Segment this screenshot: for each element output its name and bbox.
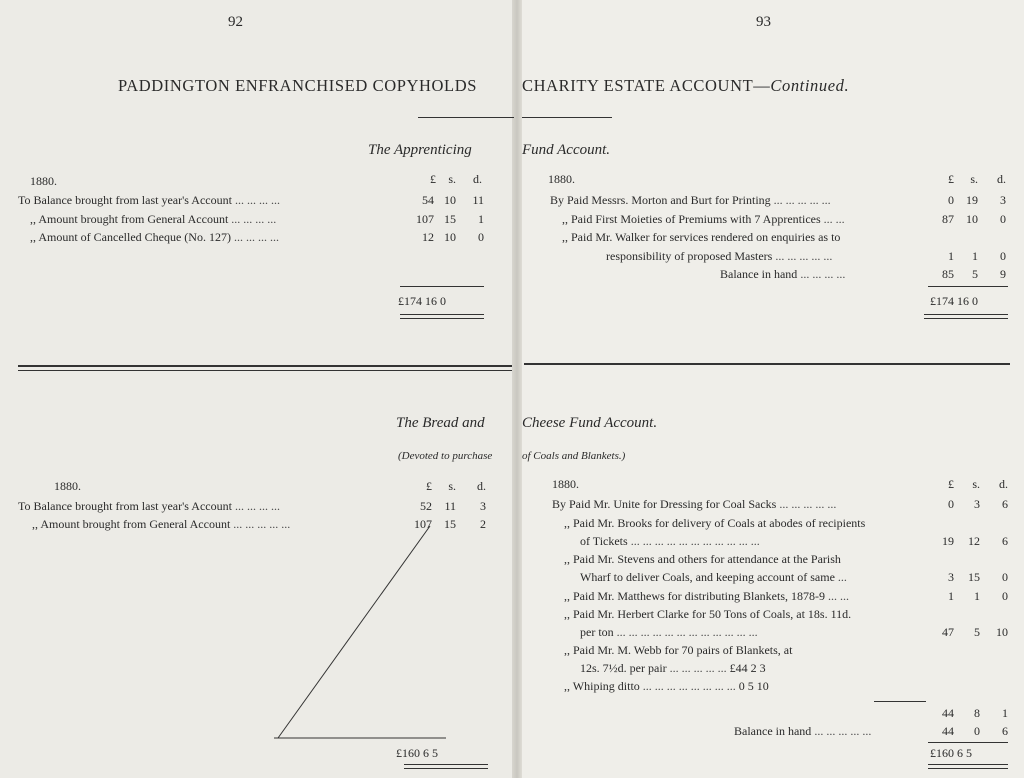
row-label: ,, Paid Mr. Stevens and others for attendance at the Parish (564, 552, 841, 566)
bread-heading-right: Cheese Fund Account. (522, 415, 658, 431)
row-dots: ... ... (823, 212, 845, 226)
bread-sub-left: (Devoted to purchase (398, 450, 493, 462)
amount-pence: 6 (1002, 497, 1008, 511)
amount-pence: 0 (1000, 249, 1006, 263)
inner-amount: £44 2 3 (729, 661, 766, 675)
page-number-left: 92 (228, 14, 243, 30)
amount-pounds: 54 (422, 193, 434, 207)
amount-pounds: 1 (948, 249, 954, 263)
apprenticing-year-left: 1880. (30, 174, 57, 188)
ledger-row (18, 193, 280, 208)
row-label: ,, Paid Mr. Herbert Clarke for 50 Tons of Coals, at 18s. 11d. (564, 607, 852, 621)
row-dots: ... ... ... ... (234, 193, 280, 207)
amount-shillings: 1 (972, 249, 978, 263)
row-label: responsibility of proposed Masters (606, 249, 773, 263)
bread-total-double-rule-left (404, 764, 488, 769)
section-separator-right (524, 363, 1010, 365)
amount-pounds: 44 (942, 724, 954, 738)
amount-pence: 9 (1000, 267, 1006, 281)
amount-shillings: 5 (974, 625, 980, 639)
col-pound-r: £ (948, 172, 954, 186)
apprenticing-heading-right: Fund Account. (522, 142, 611, 158)
col-pound-r: £ (948, 477, 954, 491)
ledger-row (564, 589, 849, 604)
amount-pence: 2 (480, 517, 486, 531)
subtotal-rule-right (928, 286, 1008, 287)
amount-shillings: 0 (974, 724, 980, 738)
ledger-row (550, 193, 831, 208)
ledger-row (720, 267, 845, 282)
ledger-row (564, 643, 792, 658)
row-label: ,, Amount brought from General Account (30, 212, 229, 226)
ledger-row (580, 625, 758, 640)
ledger-row (562, 212, 845, 227)
row-dots: ... ... ... ... ... ... ... ... ... ... ... ... (616, 625, 758, 639)
row-label: By Paid Messrs. Morton and Burt for Printing (550, 193, 771, 207)
amount-pence: 6 (1002, 534, 1008, 548)
amount-pence: 10 (996, 625, 1008, 639)
amount-pence: 1 (1002, 706, 1008, 720)
ledger-row (580, 661, 766, 676)
amount-pounds: 87 (942, 212, 954, 226)
amount-pence: 0 (1000, 212, 1006, 226)
row-label: per ton (580, 625, 614, 639)
amount-pence: 11 (472, 193, 484, 207)
col-pence-r: d. (997, 172, 1006, 186)
amount-pounds: 12 (422, 230, 434, 244)
row-label: ,, Amount of Cancelled Cheque (No. 127) (30, 230, 231, 244)
title-right-text: CHARITY ESTATE ACCOUNT— (522, 76, 771, 95)
amount-pounds: 19 (942, 534, 954, 548)
amount-pounds: 85 (942, 267, 954, 281)
col-pence-r: d. (999, 477, 1008, 491)
title-left: PADDINGTON ENFRANCHISED COPYHOLDS (118, 76, 478, 95)
amount-shillings: 15 (968, 570, 980, 584)
row-dots: ... ... ... ... ... ... ... ... (642, 679, 736, 693)
section-separator-left-thin (18, 370, 512, 371)
bread-total-right: £160 6 5 (930, 746, 972, 760)
amount-pounds: 47 (942, 625, 954, 639)
bread-sub-right: of Coals and Blankets.) (522, 450, 626, 462)
inner-sum-rule (874, 701, 926, 702)
row-label: Balance in hand (734, 724, 812, 738)
col-pence: d. (473, 172, 482, 186)
apprenticing-heading-left: The Apprenticing (368, 142, 472, 158)
total-double-rule-right (924, 314, 1008, 319)
row-label: Balance in hand (720, 267, 798, 281)
amount-pence: 3 (1000, 193, 1006, 207)
ledger-row (734, 724, 871, 739)
col-shilling: s. (448, 479, 456, 493)
col-pound: £ (430, 172, 436, 186)
row-label: To Balance brought from last year's Account (18, 193, 232, 207)
row-label: Wharf to deliver Coals, and keeping account of same (580, 570, 835, 584)
row-dots: ... ... ... ... (233, 230, 279, 244)
row-label: of Tickets (580, 534, 628, 548)
amount-pence: 1 (478, 212, 484, 226)
ledger-row (32, 517, 290, 532)
apprenticing-total-right: £174 16 0 (930, 294, 978, 308)
bread-year-left: 1880. (54, 479, 81, 493)
section-separator-left (18, 365, 512, 367)
apprenticing-total-left: £174 16 0 (398, 294, 446, 308)
ledger-row (564, 607, 851, 622)
ledger-row (580, 570, 847, 585)
ledger-row (580, 534, 760, 549)
title-rule-left (418, 117, 514, 118)
row-dots: ... ... ... ... (234, 499, 280, 513)
row-dots: ... ... ... ... (800, 267, 846, 281)
amount-shillings: 19 (966, 193, 978, 207)
bread-total-left: £160 6 5 (396, 746, 438, 760)
row-dots: ... ... ... ... ... (779, 497, 837, 511)
amount-shillings: 5 (972, 267, 978, 281)
amount-pounds: 1 (948, 589, 954, 603)
amount-pence: 0 (1002, 589, 1008, 603)
col-pence: d. (477, 479, 486, 493)
ledger-row (562, 230, 840, 245)
amount-pounds: 0 (948, 193, 954, 207)
amount-pence: 0 (1002, 570, 1008, 584)
row-label: ,, Paid Mr. Brooks for delivery of Coals at abodes of recipients (564, 516, 866, 530)
amount-shillings: 15 (444, 212, 456, 226)
col-shilling: s. (448, 172, 456, 186)
amount-shillings: 12 (968, 534, 980, 548)
amount-shillings: 10 (444, 193, 456, 207)
amount-shillings: 11 (444, 499, 456, 513)
apprenticing-year-right: 1880. (548, 172, 575, 186)
row-label: 12s. 7½d. per pair (580, 661, 667, 675)
row-dots: ... ... (827, 589, 849, 603)
row-label: To Balance brought from last year's Account (18, 499, 232, 513)
amount-pence: 0 (478, 230, 484, 244)
cancel-diagonal (270, 524, 450, 744)
row-label: ,, Paid Mr. M. Webb for 70 pairs of Blankets, at (564, 643, 793, 657)
ledger-row (18, 499, 280, 514)
total-double-rule-left (400, 314, 484, 319)
amount-pounds: 107 (416, 212, 434, 226)
amount-shillings: 15 (444, 517, 456, 531)
row-dots: ... ... ... ... ... (775, 249, 833, 263)
ledger-row (552, 497, 836, 512)
bread-subtotal-rule-right (928, 742, 1008, 743)
row-dots: ... ... ... ... ... (773, 193, 831, 207)
amount-pounds: 107 (414, 517, 432, 531)
amount-pounds: 3 (948, 570, 954, 584)
row-label: ,, Whiping ditto (564, 679, 640, 693)
bread-year-right: 1880. (552, 477, 579, 491)
amount-pence: 6 (1002, 724, 1008, 738)
inner-amount: 0 5 10 (738, 679, 769, 693)
title-rule-right (522, 117, 612, 118)
ledger-row (564, 679, 769, 694)
page-number-right: 93 (756, 14, 771, 30)
row-dots: ... ... ... ... ... ... ... ... ... ... ... (630, 534, 760, 548)
row-dots: ... ... ... ... ... (814, 724, 872, 738)
row-label: ,, Paid Mr. Matthews for distributing Blankets, 1878-9 (564, 589, 825, 603)
ledger-row (30, 230, 279, 245)
amount-pounds: 44 (942, 706, 954, 720)
amount-shillings: 3 (974, 497, 980, 511)
title-continued: Continued. (770, 76, 850, 95)
subtotal-rule-left (400, 286, 484, 287)
ledger-row (30, 212, 276, 227)
amount-pounds: 0 (948, 497, 954, 511)
title-right (522, 76, 849, 96)
ledger-row (606, 249, 832, 264)
col-shilling-r: s. (970, 172, 978, 186)
amount-shillings: 1 (974, 589, 980, 603)
col-shilling-r: s. (972, 477, 980, 491)
row-dots: ... ... ... ... ... (233, 517, 291, 531)
row-dots: ... ... ... ... (231, 212, 277, 226)
row-label: By Paid Mr. Unite for Dressing for Coal Sacks (552, 497, 777, 511)
row-label: ,, Paid First Moieties of Premiums with 7 Apprentices (562, 212, 821, 226)
bread-heading-left: The Bread and (396, 415, 485, 431)
ledger-row (564, 552, 841, 567)
ledger-row (564, 516, 865, 531)
row-label: ,, Amount brought from General Account (32, 517, 231, 531)
amount-shillings: 10 (444, 230, 456, 244)
amount-pounds: 52 (420, 499, 432, 513)
col-pound: £ (426, 479, 432, 493)
amount-pence: 3 (480, 499, 486, 513)
row-dots: ... (837, 570, 847, 584)
row-label: ,, Paid Mr. Walker for services rendered on enquiries as to (562, 230, 841, 244)
amount-shillings: 10 (966, 212, 978, 226)
row-dots: ... ... ... ... ... (669, 661, 727, 675)
bread-total-double-rule-right (928, 764, 1008, 769)
amount-shillings: 8 (974, 706, 980, 720)
